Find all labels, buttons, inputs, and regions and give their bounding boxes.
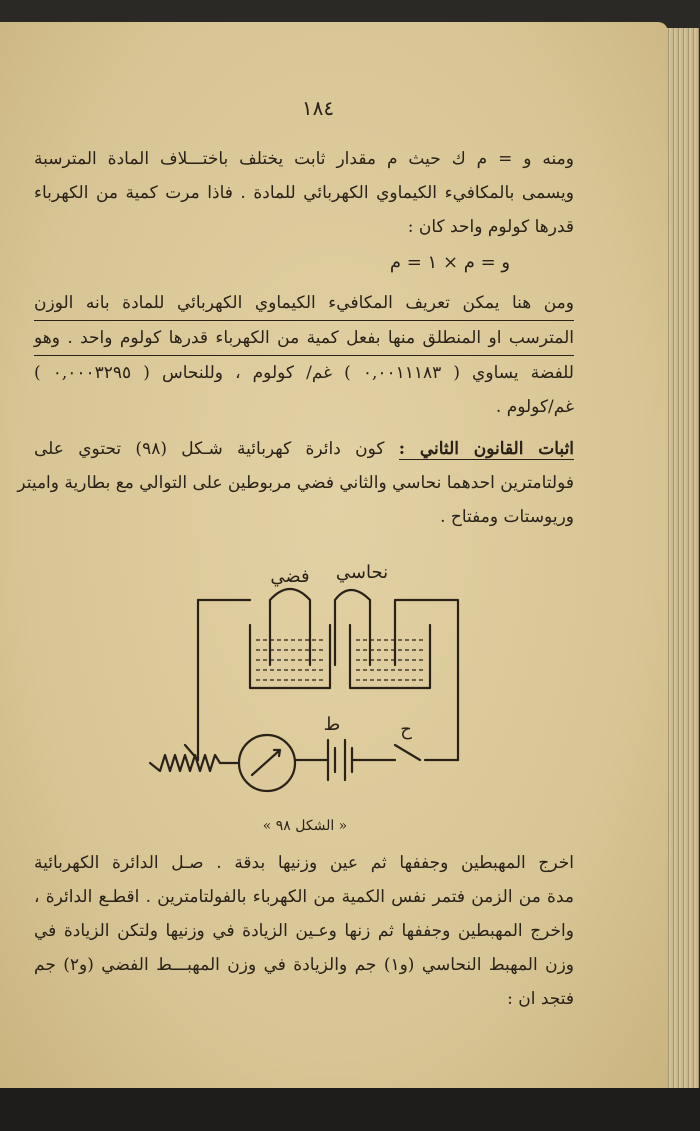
circuit-diagram — [140, 560, 480, 820]
copper-voltameter — [350, 625, 430, 688]
rheostat — [150, 745, 239, 771]
silver-voltameter — [250, 625, 330, 688]
electrolyte-silver — [256, 640, 324, 680]
text-line: مدة من الزمن فتمر نفس الكمية من الكهرباء بالفولتامترين . اقطـع الدائرة ، — [34, 887, 574, 907]
section-heading: اثبات القانون الثاني : — [398, 439, 575, 459]
text-line: فتجد ان : — [507, 989, 574, 1009]
text-line: غم/كولوم . — [495, 397, 574, 417]
electrolyte-copper — [356, 640, 424, 680]
text-line: قدرها كولوم واحد كان : — [407, 217, 574, 237]
text-line: اخرج المهبطين وجففها ثم عين وزنيها بدقة . صـل الدائرة الكهربائية — [34, 853, 574, 873]
text-line: المترسب او المنطلق منها بفعل كمية من الكهرباء قدرها كولوم واحد . وهو — [34, 321, 574, 356]
figure-caption: « الشكل ٩٨ » — [262, 818, 348, 834]
text-line: ومن هنا يمكن تعريف المكافيء الكيماوي الكهربائي للمادة بانه الوزن — [34, 286, 574, 321]
text-fragment: كون دائرة كهربائية شـكل (٩٨) تحتوي على — [34, 439, 385, 459]
text-line: وريوستات ومفتاح . — [440, 507, 574, 527]
paragraph-1 — [34, 142, 574, 244]
label-silver: فضي — [270, 566, 310, 587]
wire-bottom — [352, 745, 458, 760]
label-copper: نحاسي — [335, 562, 389, 583]
label-key: ح — [400, 719, 412, 740]
text-line — [34, 432, 574, 466]
battery — [295, 740, 352, 780]
equation: و = م × ١ = م — [389, 252, 511, 273]
text-line: ومنه و = م ك حيث م مقدار ثابت يختلف باختـــلاف المادة المترسبة — [34, 149, 574, 169]
bridge-wire — [270, 589, 370, 665]
text-line: وزن المهبط النحاسي (و١) جم والزيادة في وزن المهبـــط الفضي (و٢) جم — [34, 955, 575, 975]
page-number: ١٨٤ — [301, 96, 335, 120]
text-line: للفضة يساوي ( ٠,٠٠١١١٨٣ ) غم/ كولوم ، وللنحاس ( ٠,٠٠٠٣٢٩٥ ) — [34, 363, 574, 383]
ammeter-needle — [252, 750, 280, 775]
text-line: ويسمى بالمكافيء الكيماوي الكهربائي للمادة . فاذا مرت كمية من الكهرباء — [34, 183, 574, 203]
paragraph-4 — [34, 846, 574, 1016]
text-line: واخرج المهبطين وجففها ثم زنها وعـين الزيادة في وزنيها ولتكن الزيادة في — [34, 921, 574, 941]
paragraph-3 — [17, 432, 575, 534]
label-battery: ط — [323, 714, 341, 735]
text-line: فولتامترين احدهما نحاسي والثاني فضي مربوطين على التوالي مع بطارية واميتر — [17, 473, 574, 493]
paragraph-2 — [34, 286, 574, 424]
shadow — [0, 1088, 700, 1131]
